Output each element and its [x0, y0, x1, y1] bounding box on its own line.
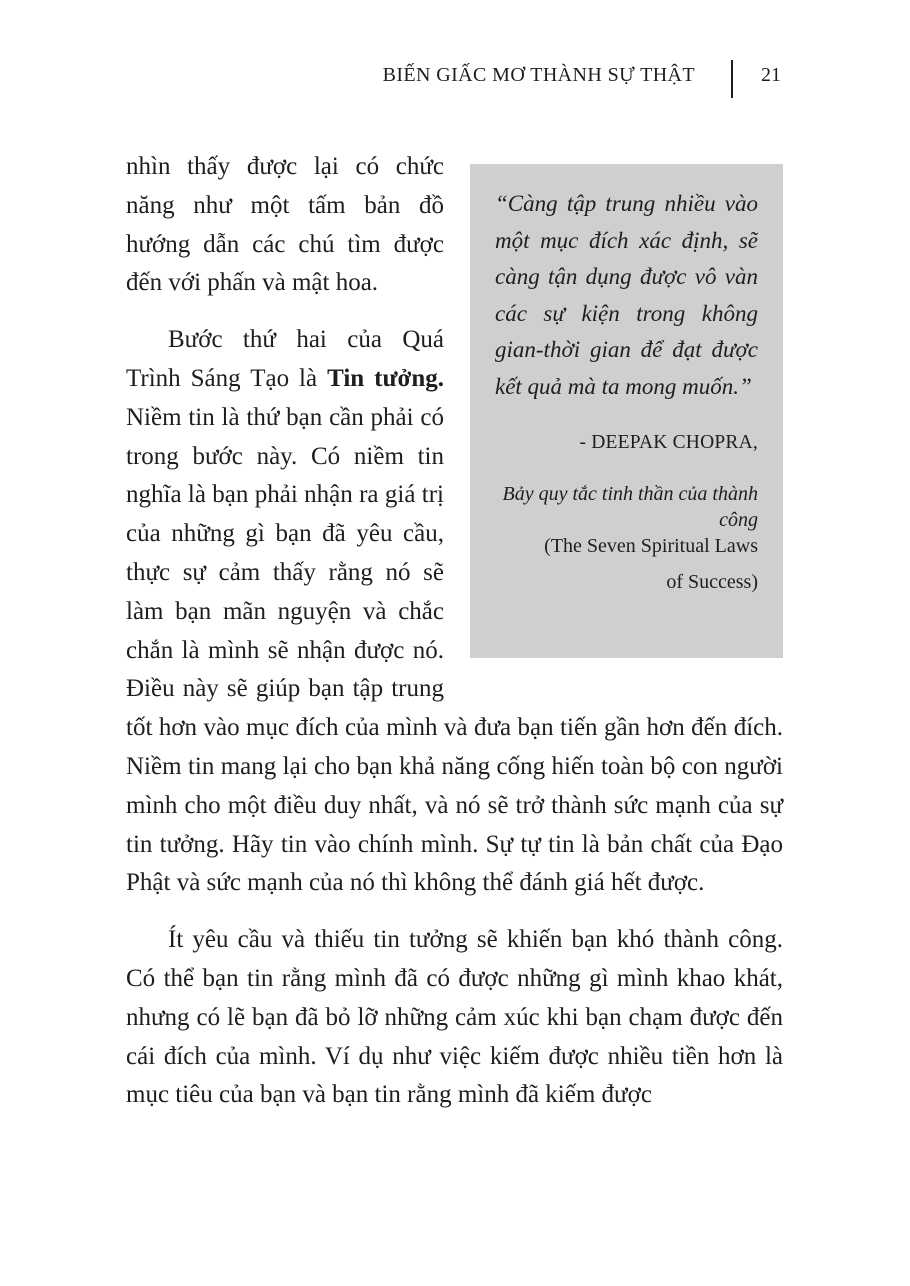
paragraph-1: nhìn thấy được lại có chức năng như một tấm bản đồ hướng dẫn các chú tìm được đến với phấn và mật hoa. [126, 153, 444, 297]
running-header-title: BIẾN GIẤC MƠ THÀNH SỰ THẬT [382, 64, 695, 86]
quote-author: - DEEPAK CHOPRA, [579, 432, 758, 453]
page-number: 21 [761, 64, 781, 86]
header-divider [731, 60, 733, 98]
paragraph-2-bold-term: Tin tưởng. [327, 364, 445, 392]
quote-sidebar [470, 164, 783, 704]
quote-book-title-en-line2: of Success) [666, 570, 758, 593]
paragraph-2-rest: Niềm tin là thứ bạn cần phải có trong bước này. Có niềm tin nghĩa là bạn phải nhận ra giá trị của những gì bạn đã yêu cầu, thực sự cảm thấy rằng nó sẽ làm bạn mãn nguyện và chắc chắn là mình sẽ nhận được nó. Điều này sẽ giúp bạn tập trung tốt hơn vào mục đích của mình và đưa bạn tiến gần hơn đến đích. Niềm tin mang lại cho bạn khả năng cống hiến toàn bộ con người mình cho một điều duy nhất, và nó sẽ trở thành sức mạnh của sự tin tưởng. Hãy tin vào chính mình. Sự tự tin là bản chất của Đạo Phật và sức mạnh của nó thì không thể đánh giá hết được. [126, 403, 783, 897]
quote-book-title-en-line1: (The Seven Spiritual Laws [544, 534, 758, 557]
paragraph-2-start: Bước thứ hai của Quá Trình Sáng Tạo là [126, 326, 444, 392]
quote-source [495, 481, 758, 595]
quote-box [470, 164, 783, 658]
quote-text: “Càng tập trung nhiều vào một mục đích xác định, sẽ càng tận dụng được vô vàn các sự kiện trong không gian-thời gian để đạt được kết quả mà ta mong muốn.” [495, 191, 758, 399]
body-text [126, 148, 783, 1115]
quote-book-title-vi: Bảy quy tắc tinh thần của thành công [502, 482, 758, 531]
paragraph-3: Ít yêu cầu và thiếu tin tưởng sẽ khiến bạn khó thành công. Có thể bạn tin rằng mình đã có được những gì mình khao khát, nhưng có lẽ bạn đã bỏ lỡ những cảm xúc khi bạn chạm được đến cái đích của mình. Ví dụ như việc kiếm được nhiều tiền hơn là mục tiêu của bạn và bạn tin rằng mình đã kiếm được [126, 926, 783, 1109]
